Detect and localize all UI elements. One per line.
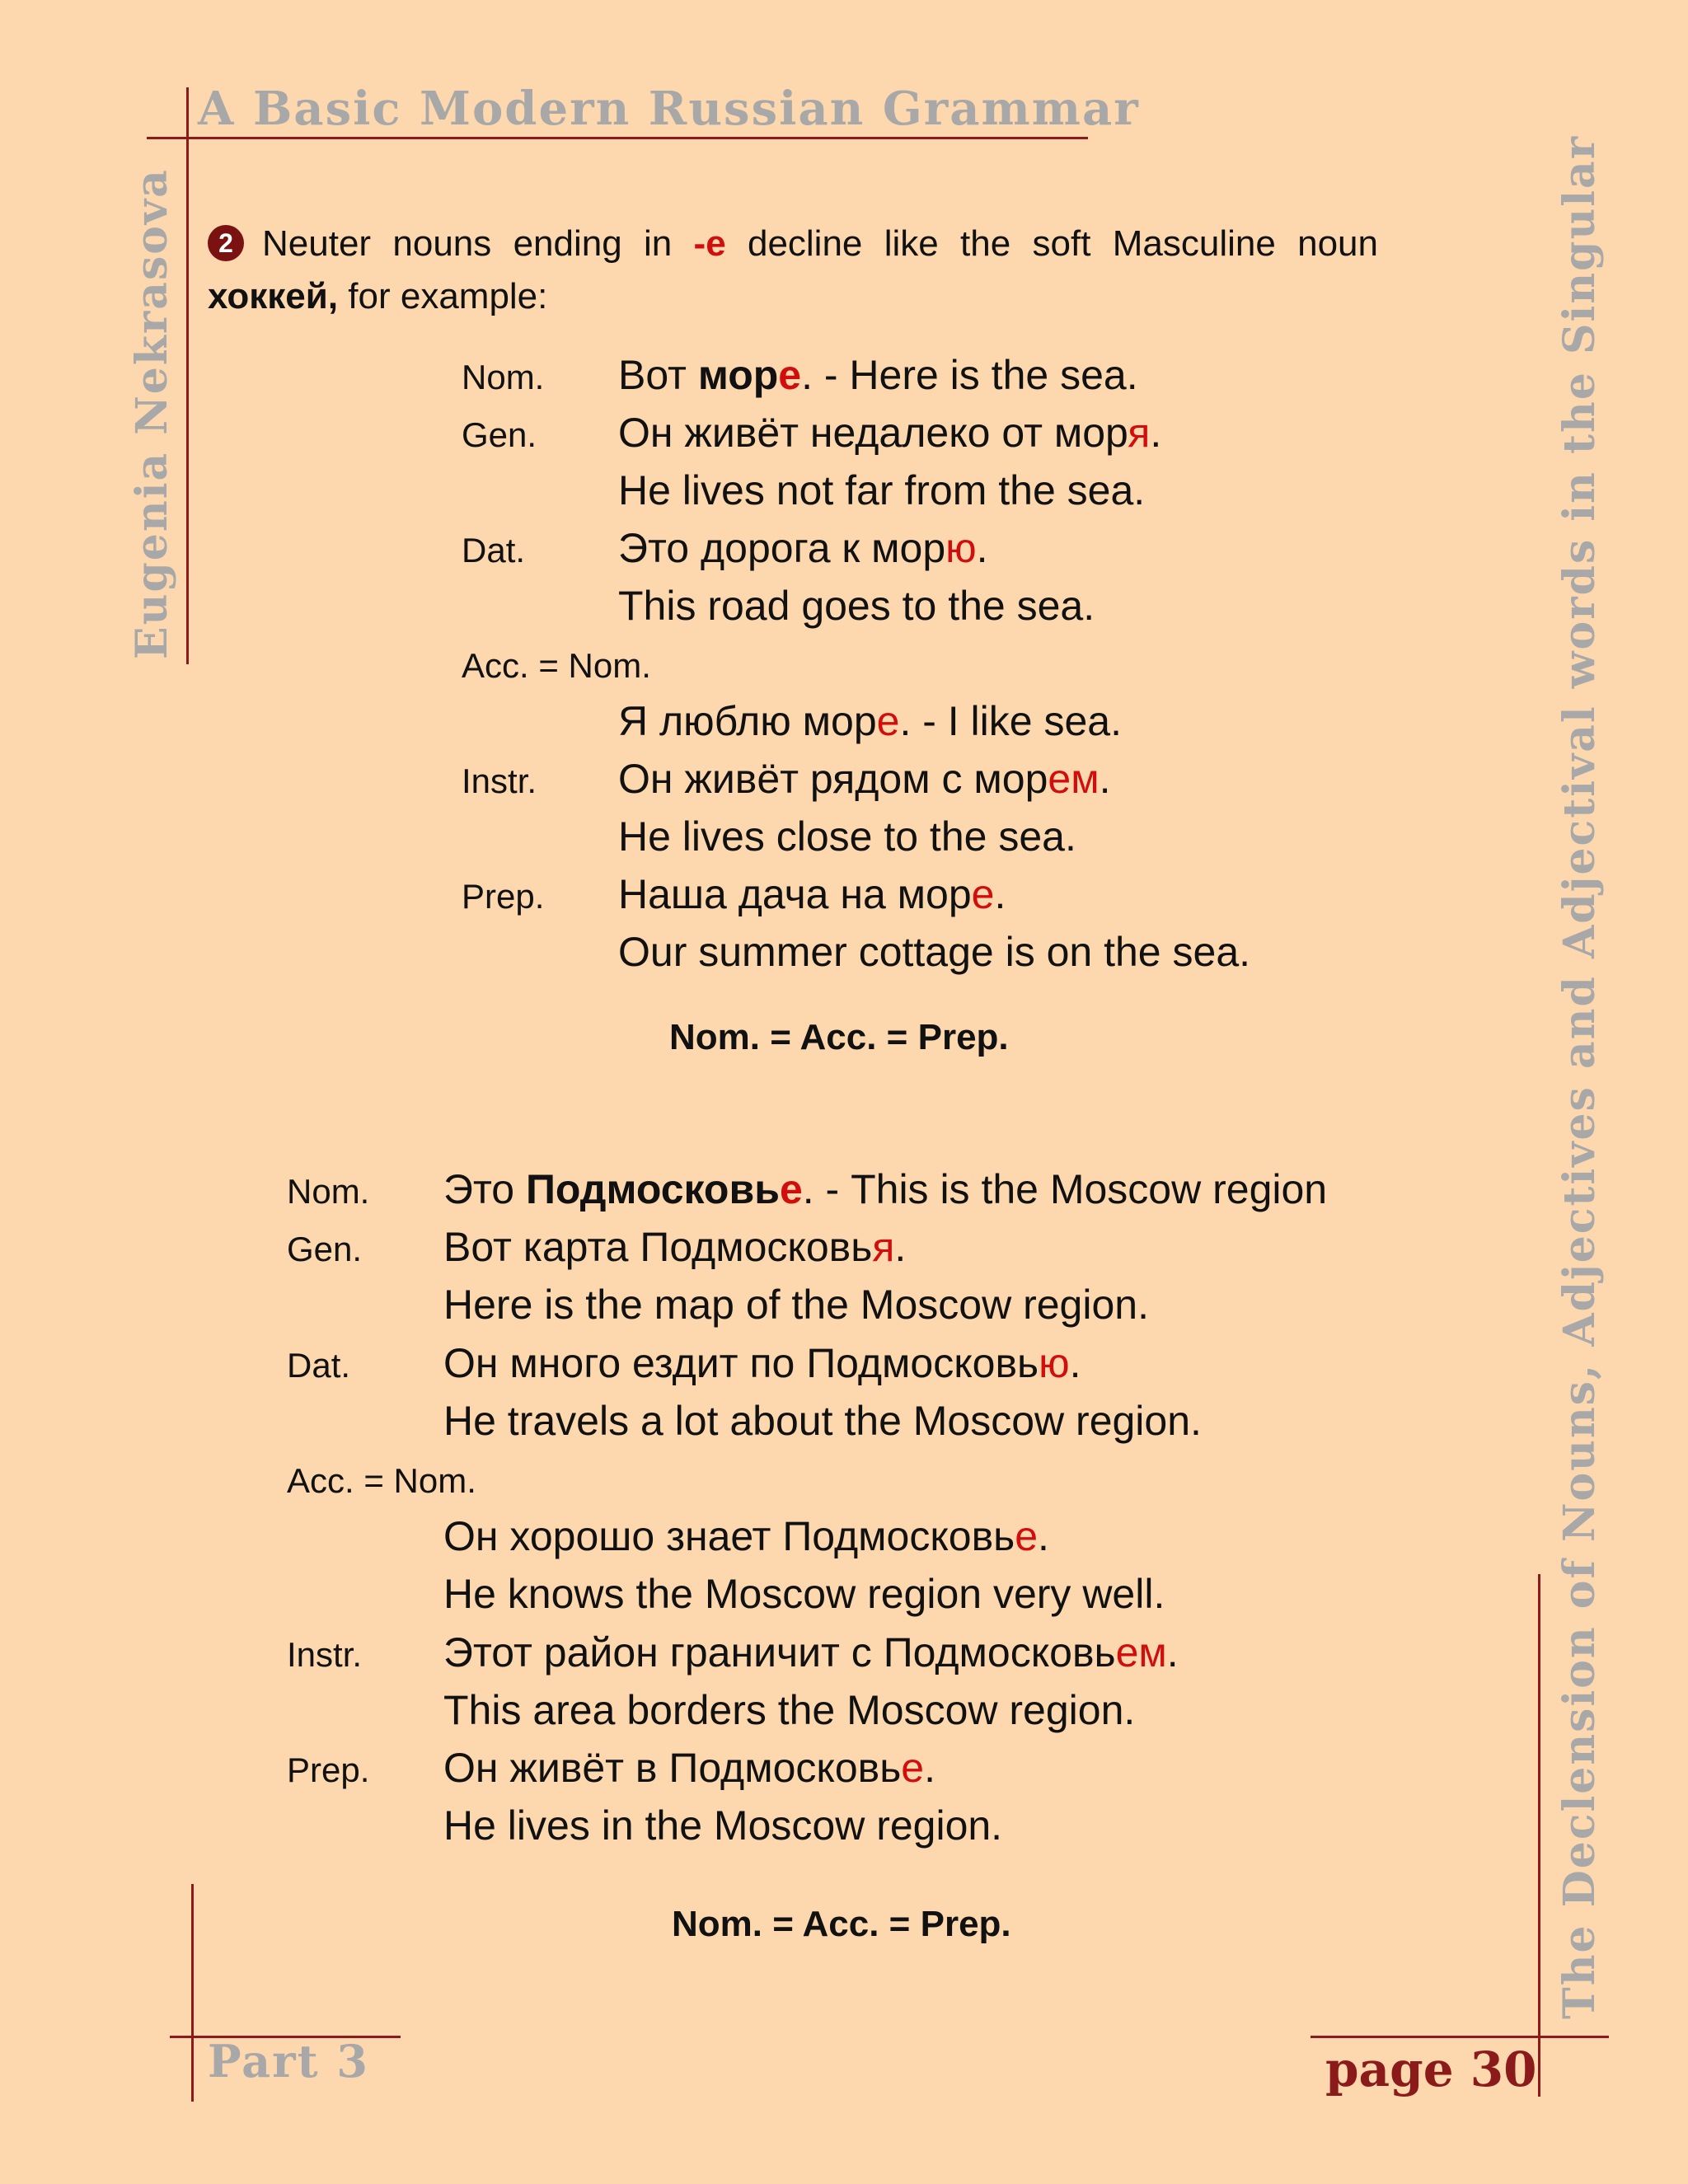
ending-highlight: е	[778, 352, 802, 398]
example-sentence	[443, 1281, 1149, 1329]
sentence-text: This area borders the Moscow region.	[443, 1686, 1136, 1733]
formula-section-2: Nom. = Acc. = Prep.	[672, 1904, 1011, 1944]
sentence-text: . - Here is the sea.	[801, 352, 1138, 398]
sentence-text: .	[976, 525, 988, 571]
sentence-text: .	[894, 1224, 907, 1271]
noun-stem: мор	[697, 352, 779, 398]
header-rule-vertical	[186, 87, 189, 664]
sentence-text: He knows the Moscow region very well.	[443, 1571, 1165, 1618]
ending-highlight: ю	[1039, 1339, 1070, 1386]
example-sentence	[618, 755, 1110, 803]
chapter-side-title: The Declension of Nouns, Adjectives and Adjectival words in the Singular	[1554, 134, 1605, 2019]
example-sentence	[443, 1744, 935, 1792]
case-label: Nom.	[462, 358, 545, 396]
sentence-text: .	[924, 1745, 935, 1791]
example-sentence	[618, 524, 988, 572]
case-label: Dat.	[287, 1345, 351, 1385]
sentence-text: .	[1099, 756, 1111, 802]
formula-section-1: Nom. = Acc. = Prep.	[669, 1017, 1009, 1057]
example-sentence	[618, 466, 1145, 514]
sentence-text: Он много ездит по Подмосковь	[443, 1339, 1039, 1386]
case-label: Dat.	[462, 531, 526, 569]
case-label: Prep.	[462, 877, 545, 916]
intro-word: soft	[1032, 223, 1091, 264]
ending-highlight: ем	[1115, 1629, 1167, 1675]
intro-line-1	[208, 218, 1378, 270]
case-label: Acc. = Nom.	[462, 646, 651, 685]
intro-word: Neuter	[262, 223, 372, 264]
example-word: хоккей,	[208, 276, 339, 316]
example-sentence	[618, 351, 1138, 399]
example-sentence	[443, 1512, 1049, 1560]
ending-highlight: е	[876, 698, 900, 744]
ending-highlight: е	[971, 871, 995, 917]
ending-highlight: -е	[693, 223, 726, 264]
example-sentence	[443, 1570, 1165, 1618]
author-name: Eugenia Nekrasova	[127, 168, 177, 659]
example-sentence	[443, 1223, 906, 1271]
ending-highlight: е	[779, 1166, 803, 1212]
case-label: Gen.	[287, 1230, 363, 1269]
ending-highlight: я	[872, 1224, 895, 1271]
example-sentence	[618, 582, 1095, 630]
example-sentence	[443, 1165, 1327, 1213]
page-number: page 30	[1325, 2041, 1537, 2097]
example-sentence	[618, 697, 1122, 745]
intro-word: decline	[747, 223, 863, 264]
sentence-text: He lives not far from the sea.	[618, 467, 1146, 513]
sentence-text: .	[1069, 1339, 1081, 1386]
example-sentence	[618, 409, 1161, 457]
sentence-text: Он живёт рядом с мор	[618, 756, 1048, 802]
intro-word: like	[884, 223, 939, 264]
sentence-text: This road goes to the sea.	[618, 583, 1095, 629]
intro-word: Masculine	[1112, 223, 1276, 264]
intro-word: the	[960, 223, 1011, 264]
sentence-text: Он хорошо знает Подмосковь	[443, 1513, 1015, 1560]
number-bullet-icon: 2	[208, 225, 244, 261]
sentence-text: . - This is the Moscow region	[802, 1166, 1328, 1212]
example-sentence	[443, 1339, 1081, 1387]
example-sentence	[443, 1397, 1202, 1445]
ending-highlight: ю	[945, 525, 977, 571]
intro-word: in	[644, 223, 673, 264]
intro-word: ending	[513, 223, 622, 264]
sentence-text: He lives close to the sea.	[618, 813, 1076, 860]
case-label: Prep.	[287, 1750, 370, 1789]
sentence-text: Вот карта Подмосковь	[443, 1224, 873, 1271]
case-label: Nom.	[287, 1172, 370, 1211]
sentence-text: Our summer cottage is on the sea.	[618, 929, 1251, 975]
sentence-text: Наша дача на мор	[618, 871, 972, 917]
example-sentence	[443, 1686, 1135, 1734]
book-title: A Basic Modern Russian Grammar	[198, 82, 1140, 136]
intro-word: nouns	[392, 223, 492, 264]
ending-highlight: я	[1128, 410, 1151, 456]
sentence-text: .	[1150, 410, 1162, 456]
case-label: Instr.	[287, 1634, 363, 1674]
sentence-text: Это	[443, 1166, 526, 1212]
sentence-text: He travels a lot about the Moscow region.	[443, 1397, 1202, 1444]
ending-highlight: е	[1015, 1513, 1039, 1560]
ending-highlight: е	[901, 1745, 925, 1791]
sentence-text: Вот	[618, 352, 698, 398]
sentence-text: Он живёт недалеко от мор	[618, 410, 1128, 456]
intro-line-2	[208, 270, 1378, 323]
sentence-text: Я люблю мор	[618, 698, 877, 744]
example-sentence	[618, 870, 1006, 918]
sentence-text: .	[994, 871, 1006, 917]
case-label: Instr.	[462, 762, 537, 800]
example-sentence	[443, 1802, 1002, 1849]
sentence-text: Этот район граничит с Подмосковь	[443, 1629, 1116, 1675]
sentence-text: Here is the map of the Moscow region.	[443, 1282, 1149, 1329]
sentence-text: He lives in the Moscow region.	[443, 1802, 1003, 1849]
case-label: Gen.	[462, 415, 537, 454]
sentence-text: .	[1166, 1629, 1179, 1675]
intro-tail: for example:	[338, 276, 548, 316]
ending-highlight: ем	[1048, 756, 1100, 802]
noun-stem: Подмосковь	[525, 1166, 780, 1212]
sentence-text: Это дорога к мор	[618, 525, 946, 571]
intro-lead	[208, 218, 371, 270]
example-sentence	[443, 1629, 1179, 1676]
example-sentence	[618, 813, 1076, 860]
footer-left-rule-vertical	[191, 1884, 194, 2102]
example-sentence	[618, 928, 1250, 976]
footer-right-rule-horizontal	[1311, 2036, 1609, 2038]
sentence-text: Он живёт в Подмосковь	[443, 1745, 902, 1791]
intro-paragraph	[208, 218, 1378, 323]
part-label: Part 3	[208, 2035, 369, 2088]
sentence-text: . - I like sea.	[899, 698, 1122, 744]
side-rule-vertical	[1538, 1574, 1540, 2097]
sentence-text: .	[1038, 1513, 1049, 1560]
case-label: Acc. = Nom.	[287, 1461, 476, 1500]
intro-word: noun	[1297, 223, 1378, 264]
